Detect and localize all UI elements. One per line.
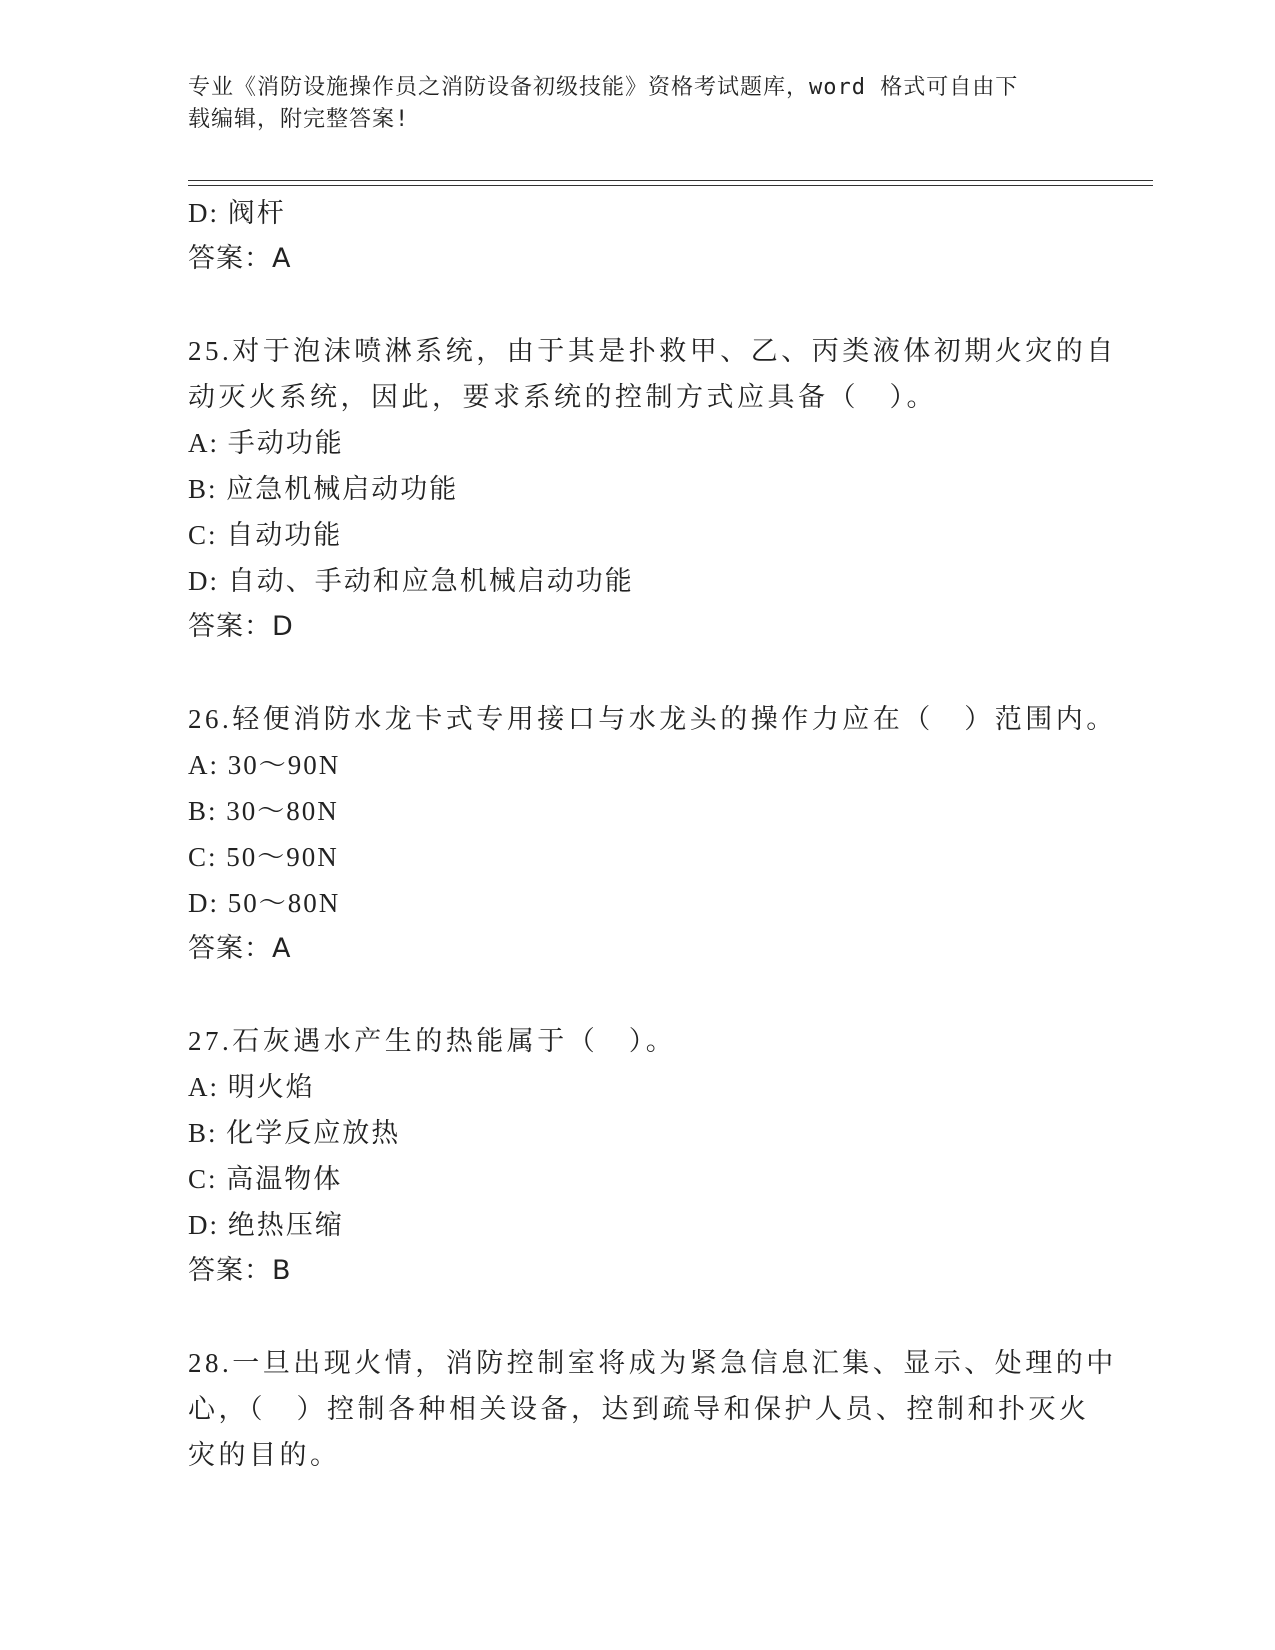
option-c: C: 自动功能	[188, 520, 343, 550]
question-stem-line: 动灭火系统，因此，要求系统的控制方式应具备（ ）。	[188, 382, 937, 412]
question-stem-line: 灾的目的。	[188, 1440, 341, 1470]
answer: 答案：A	[188, 933, 292, 964]
option-a: A: 30～90N	[188, 750, 341, 780]
answer: 答案：B	[188, 1255, 292, 1286]
question-stem-line: 27.石灰遇水产生的热能属于（ ）。	[188, 1026, 677, 1056]
spacer	[188, 650, 1088, 696]
spacer	[188, 1294, 1088, 1340]
spacer	[188, 282, 1088, 328]
question-25	[188, 328, 1117, 650]
question-stem-line: 28.一旦出现火情，消防控制室将成为紧急信息汇集、显示、处理的中	[188, 1348, 1117, 1378]
option-d: D: 自动、手动和应急机械启动功能	[188, 566, 634, 596]
question-content	[188, 190, 1117, 1478]
answer: 答案：D	[188, 611, 294, 642]
prev-option-d: D: 阀杆	[188, 198, 286, 228]
question-stem-line: 心，（ ）控制各种相关设备，达到疏导和保护人员、控制和扑灭火	[188, 1394, 1090, 1424]
prev-answer: 答案：A	[188, 243, 292, 274]
option-c: C: 高温物体	[188, 1164, 343, 1194]
question-stem-line: 26.轻便消防水龙卡式专用接口与水龙头的操作力应在（ ）范围内。	[188, 704, 1117, 734]
option-b: B: 化学反应放热	[188, 1118, 401, 1148]
option-b: B: 应急机械启动功能	[188, 474, 459, 504]
question-stem-line: 25.对于泡沫喷淋系统，由于其是扑救甲、乙、丙类液体初期火灾的自	[188, 336, 1117, 366]
option-c: C: 50～90N	[188, 842, 339, 872]
page-header	[188, 72, 1068, 136]
header-line-2: 载编辑，附完整答案!	[188, 107, 410, 132]
spacer	[188, 972, 1088, 1018]
header-line-1: 专业《消防设施操作员之消防设备初级技能》资格考试题库，word 格式可自由下	[188, 75, 1019, 100]
question-27	[188, 1018, 1088, 1294]
option-b: B: 30～80N	[188, 796, 339, 826]
header-rule-top	[188, 180, 1153, 181]
option-d: D: 50～80N	[188, 888, 341, 918]
question-28	[188, 1340, 1117, 1478]
question-26	[188, 696, 1117, 972]
header-rule-bottom	[188, 185, 1153, 186]
option-a: A: 明火焰	[188, 1072, 315, 1102]
option-a: A: 手动功能	[188, 428, 344, 458]
option-d: D: 绝热压缩	[188, 1210, 344, 1240]
